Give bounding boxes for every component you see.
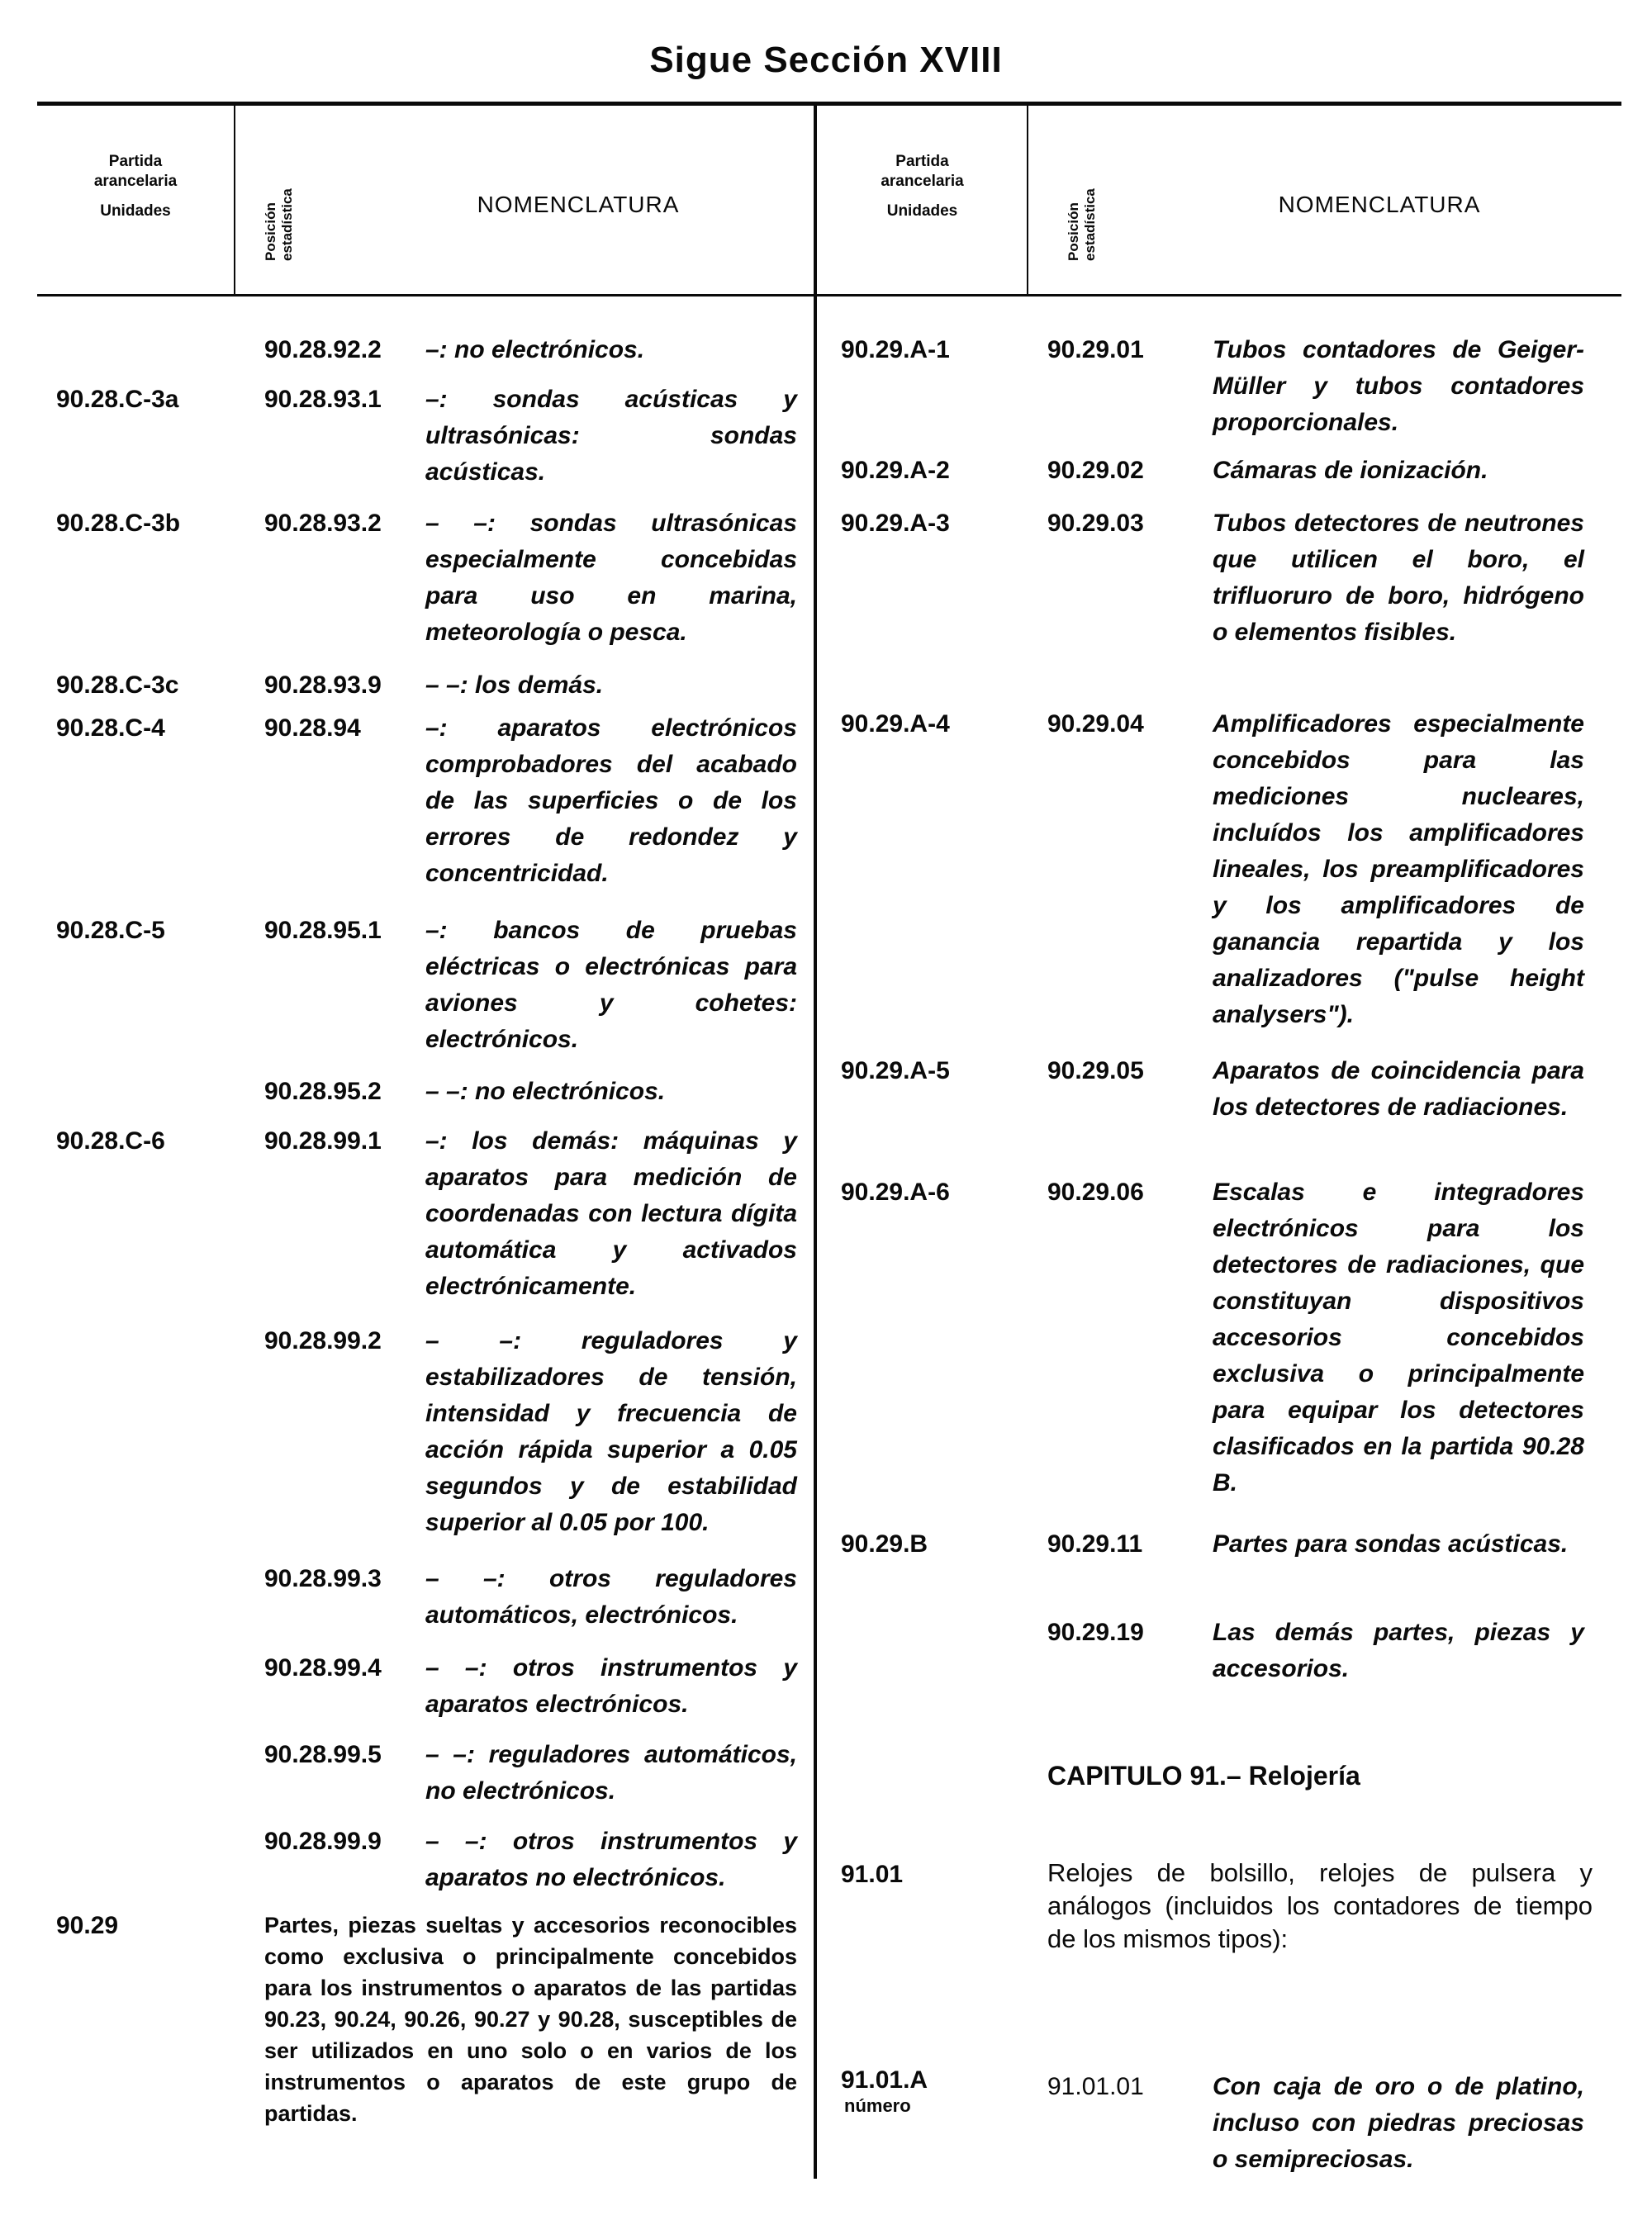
right-row-text: Tubos contadores de Geiger-Müller y tubos contadores proporcionales. [1213,336,1584,436]
left-row-text: –: no electrónicos. [425,336,645,363]
left-row-text: – –: no electrónicos. [425,1078,666,1105]
right-row-posicion: 90.29.06 [1047,1179,1144,1206]
chapter-row-unidad: número [844,2095,911,2116]
right-row-posicion: 90.29.11 [1047,1530,1143,1558]
header-posicion-line: Posición [1066,202,1081,261]
left-row-text: – –: reguladores automáticos, no electrónicos. [425,1741,797,1805]
right-row-posicion: 90.29.03 [1047,510,1144,537]
left-row-text: –: sondas acústicas y ultrasónicas: sondas acústicas. [425,386,797,486]
right-row-text: Aparatos de coincidencia para los detectores de radiaciones. [1213,1057,1584,1121]
chapter-heading: CAPITULO 91.– Relojería [1047,1761,1360,1791]
header-posicion-line: estadística [1082,188,1098,261]
right-row-partida: 90.29.A-3 [841,510,950,537]
header-posicion-line: Posición [263,202,278,261]
right-row-text: Amplificadores especialmente concebidos para las mediciones nucleares, incluídos los amplificadores lineales, los preamplificadores y los amplificadores de ganancia repartida y los analizadores ("pulse height analysers"). [1213,710,1584,1028]
left-row-posicion: 90.28.93.2 [264,510,382,537]
left-row-posicion: 90.28.92.2 [264,336,382,363]
right-row-posicion: 90.29.05 [1047,1057,1144,1084]
center-divider [814,106,817,2179]
right-row-partida: 90.29.A-5 [841,1057,950,1084]
left-row-partida: 90.28.C-5 [56,917,165,944]
header-nomenclatura-right: NOMENCLATURA [1278,192,1481,217]
page-title: Sigue Sección XVIII [649,40,1003,80]
left-row-partida: 90.28.C-3b [56,510,181,537]
left-row-text: –: los demás: máquinas y aparatos para medición de coordenadas con lectura dígita automática y activados electrónicamente. [425,1127,797,1300]
left-row-text: – –: los demás. [425,671,604,699]
left-row-partida: 90.28.C-4 [56,714,165,742]
chapter-row-partida-code: 91.01.A [841,2066,928,2094]
header-unidades-line: Unidades [100,202,171,220]
left-row-text: – –: sondas ultrasónicas especialmente concebidas para uso en marina, meteorología o pesca. [425,510,797,646]
left-row-text: Partes, piezas sueltas y accesorios reconocibles como exclusiva o principalmente concebidos para los instrumentos o aparatos de las partidas 90.23, 90.24, 90.26, 90.27 y 90.28, susceptibles de ser utilizados en uno solo o en varios de los instrumentos o aparatos de este grupo de partidas. [264,1913,797,2126]
left-row-partida: 90.28.C-3c [56,671,179,699]
left-row-posicion: 90.28.99.9 [264,1828,382,1855]
left-row-posicion: 90.28.93.1 [264,386,382,413]
left-row-text: – –: otros instrumentos y aparatos no electrónicos. [425,1828,797,1891]
chapter-row-text: Con caja de oro o de platino, incluso con piedras preciosas o semipreciosas. [1213,2073,1584,2173]
right-row-text: Tubos detectores de neutrones que utilicen el boro, el trifluoruro de boro, hidrógeno o elementos fisibles. [1213,510,1584,646]
left-row-posicion: 90.28.99.3 [264,1565,382,1592]
left-row-text: – –: otros reguladores automáticos, electrónicos. [425,1565,797,1629]
left-row-partida: 90.28.C-3a [56,386,179,413]
right-row-partida: 90.29.A-4 [841,710,950,738]
left-row-partida: 90.29 [56,1912,119,1939]
header-partida-right [818,147,1027,226]
header-unidades-line: Unidades [886,202,958,220]
left-row-posicion: 90.28.95.2 [264,1078,382,1105]
header-bottom-rule [37,294,1621,296]
header-partida-line: Partida [895,153,949,170]
right-col-divider-1 [1027,106,1028,294]
left-row-text: – –: reguladores y estabilizadores de tensión, intensidad y frecuencia de acción rápida superior a 0.05 segundos y de estabilidad superior al 0.05 por 100. [425,1327,797,1536]
header-posicion-right [1066,188,1099,261]
right-row-posicion: 90.29.19 [1047,1619,1144,1646]
left-row-posicion: 90.28.95.1 [264,917,382,944]
right-row-partida: 90.29.B [841,1530,928,1558]
header-posicion-left [263,188,296,261]
right-row-posicion: 90.29.02 [1047,457,1144,484]
right-row-text: Partes para sondas acústicas. [1213,1530,1569,1558]
right-row-partida: 90.29.A-6 [841,1179,950,1206]
header-posicion-line: estadística [279,188,295,261]
left-row-text: – –: otros instrumentos y aparatos electrónicos. [425,1654,797,1718]
left-row-posicion: 90.28.93.9 [264,671,382,699]
left-row-text: –: bancos de pruebas eléctricas o electrónicas para aviones y cohetes: electrónicos. [425,917,797,1053]
left-row-posicion: 90.28.94 [264,714,361,742]
left-row-posicion: 90.28.99.1 [264,1127,382,1155]
header-partida-line: arancelaria [881,173,964,190]
right-row-text: Cámaras de ionización. [1213,457,1488,484]
left-col-divider-1 [234,106,235,294]
left-row-posicion: 90.28.99.5 [264,1741,382,1768]
right-row-partida: 90.29.A-2 [841,457,950,484]
header-partida-line: Partida [108,153,163,170]
right-row-posicion: 90.29.01 [1047,336,1144,363]
right-row-posicion: 90.29.04 [1047,710,1144,738]
left-row-text: –: aparatos electrónicos comprobadores del acabado de las superficies o de los errores de redondez y concentricidad. [425,714,797,887]
left-row-partida: 90.28.C-6 [56,1127,165,1155]
chapter-row-partida [841,2065,928,2116]
right-row-text: Las demás partes, piezas y accesorios. [1213,1619,1584,1682]
table-top-rule [37,102,1621,106]
left-row-posicion: 90.28.99.4 [264,1654,382,1682]
right-row-text: Escalas e integradores electrónicos para los detectores de radiaciones, que constituyan dispositivos accesorios concebidos exclusiva o principalmente para equipar los detectores clasificados en la partida 90.28 B. [1213,1179,1584,1497]
chapter-row-posicion: 91.01.01 [1047,2073,1144,2100]
left-row-posicion: 90.28.99.2 [264,1327,382,1354]
right-row-partida: 90.29.A-1 [841,336,950,363]
header-nomenclatura-left: NOMENCLATURA [477,192,680,217]
chapter-row-partida: 91.01 [841,1861,904,1888]
chapter-row-text: Relojes de bolsillo, relojes de pulsera y análogos (incluidos los contadores de tiempo de los mismos tipos): [1047,1858,1593,1953]
header-partida-left [37,147,234,226]
header-partida-line: arancelaria [93,173,178,190]
